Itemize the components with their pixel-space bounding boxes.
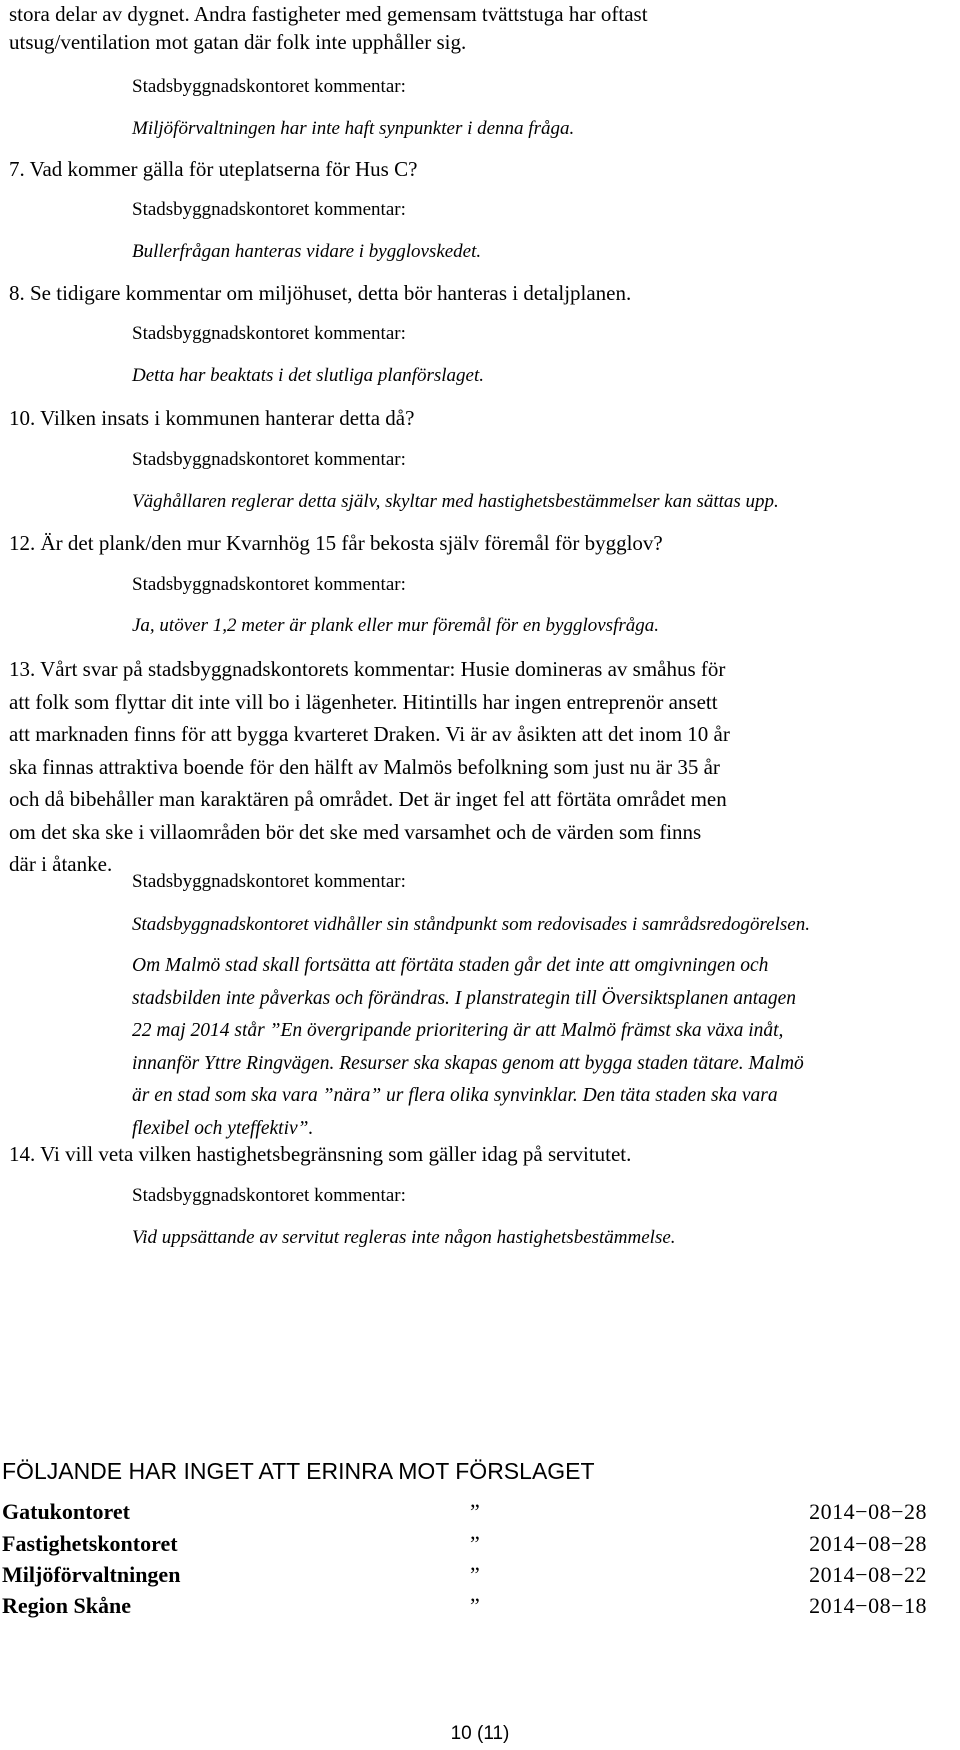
answer-line: 22 maj 2014 står ”En övergripande prioritering är att Malmö främst ska växa inåt, (132, 1020, 784, 1041)
ditto-mark: ” (470, 1562, 480, 1587)
org-name: Fastighetskontoret (2, 1531, 178, 1556)
org-name: Miljöförvaltningen (2, 1562, 181, 1587)
question-13-line: 13. Vårt svar på stadsbyggnadskontorets kommentar: Husie domineras av småhus för (9, 657, 726, 681)
comment-label: Stadsbyggnadskontoret kommentar: (132, 1185, 406, 1206)
answer-line: är en stad som ska vara ”nära” ur flera olika synvinklar. Den täta staden ska vara (132, 1085, 778, 1106)
answer-line: stadsbilden inte påverkas och förändras. I planstrategin till Översiktsplanen antagen (132, 987, 797, 1009)
org-row (0, 1499, 960, 1531)
intro-line-1: stora delar av dygnet. Andra fastigheter med gemensam tvättstuga har oftast (9, 2, 648, 26)
question-8: 8. Se tidigare kommentar om miljöhuset, detta bör hanteras i detaljplanen. (9, 281, 632, 305)
comment-label: Stadsbyggnadskontoret kommentar: (132, 323, 406, 344)
ditto-mark: ” (470, 1593, 480, 1618)
answer-line: innanför Yttre Ringvägen. Resurser ska skapas genom att bygga staden tätare. Malmö (132, 1052, 804, 1074)
comment-answer: Vid uppsättande av servitut regleras inte någon hastighetsbestämmelse. (132, 1227, 676, 1248)
comment-label: Stadsbyggnadskontoret kommentar: (132, 76, 406, 97)
intro-line-2: utsug/ventilation mot gatan där folk inte upphåller sig. (9, 30, 467, 54)
comment-answer: Miljöförvaltningen har inte haft synpunkter i denna fråga. (132, 118, 575, 139)
comment-answer: Ja, utöver 1,2 meter är plank eller mur föremål för en bygglovsfråga. (132, 615, 659, 636)
comment-answer-paragraph (132, 950, 952, 1145)
comment-answer: Detta har beaktats i det slutliga planförslaget. (132, 365, 485, 386)
question-13-line: att marknaden finns för att bygga kvarteret Draken. Vi är av åsikten att det inom 10 år (9, 722, 730, 746)
question-13-line: att folk som flyttar dit inte vill bo i lägenheter. Hitintills har ingen entreprenör ansett (9, 689, 718, 714)
comment-answer: Bullerfrågan hanteras vidare i bygglovskedet. (132, 241, 482, 262)
question-7: 7. Vad kommer gälla för uteplatserna för Hus C? (9, 157, 418, 181)
question-13-line: där i åtanke. (9, 852, 113, 876)
org-date: 2014−08−28 (809, 1499, 927, 1524)
question-10: 10. Vilken insats i kommunen hanterar detta då? (9, 406, 415, 430)
section-heading: FÖLJANDE HAR INGET ATT ERINRA MOT FÖRSLAGET (2, 1458, 595, 1484)
org-name: Gatukontoret (2, 1499, 130, 1524)
question-13 (9, 653, 949, 881)
answer-line: flexibel och yteffektiv”. (132, 1117, 314, 1139)
org-date: 2014−08−22 (809, 1562, 927, 1587)
comment-label: Stadsbyggnadskontoret kommentar: (132, 574, 406, 595)
org-row (0, 1562, 960, 1594)
answer-line: Om Malmö stad skall fortsätta att förtäta staden går det inte att omgivningen och (132, 955, 769, 976)
page-number: 10 (11) (450, 1723, 510, 1744)
comment-answer: Stadsbyggnadskontoret vidhåller sin ståndpunkt som redovisades i samrådsredogörelsen. (132, 914, 810, 935)
org-date: 2014−08−18 (809, 1593, 927, 1618)
org-name: Region Skåne (2, 1593, 131, 1618)
question-12: 12. Är det plank/den mur Kvarnhög 15 får bekosta själv föremål för bygglov? (9, 531, 663, 555)
org-date: 2014−08−28 (809, 1531, 927, 1556)
question-13-line: om det ska ske i villaområden bör det ske med varsamhet och de värden som finns (9, 819, 702, 844)
comment-answer: Väghållaren reglerar detta själv, skyltar med hastighetsbestämmelser kan sättas upp. (132, 491, 779, 512)
question-13-line: ska finnas attraktiva boende för den hälft av Malmös befolkning som just nu är 35 år (9, 754, 720, 779)
org-row (0, 1531, 960, 1563)
question-13-line: och då bibehåller man karaktären på området. Det är inget fel att förtäta området men (9, 787, 727, 811)
ditto-mark: ” (470, 1531, 480, 1556)
org-row (0, 1593, 960, 1625)
ditto-mark: ” (470, 1499, 480, 1524)
comment-label: Stadsbyggnadskontoret kommentar: (132, 871, 406, 892)
question-14: 14. Vi vill veta vilken hastighetsbegränsning som gäller idag på servitutet. (9, 1142, 632, 1166)
comment-label: Stadsbyggnadskontoret kommentar: (132, 199, 406, 220)
comment-label: Stadsbyggnadskontoret kommentar: (132, 449, 406, 470)
